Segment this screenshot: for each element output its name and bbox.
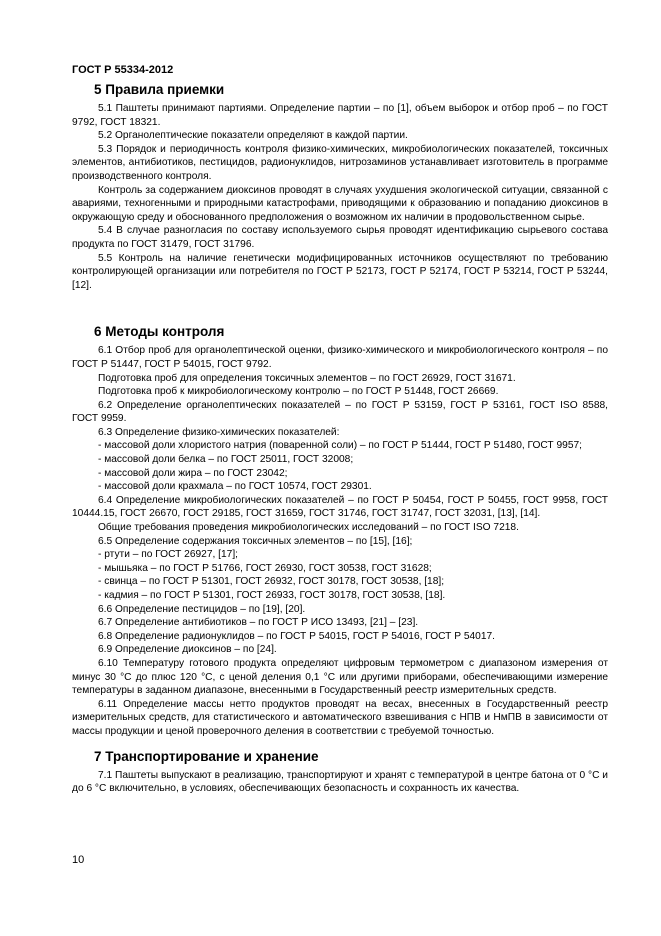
paragraph: 5.2 Органолептические показатели определяют в каждой партии. xyxy=(98,130,408,142)
document-header: ГОСТ Р 55334-2012 xyxy=(72,64,174,76)
paragraph: Общие требования проведения микробиологических исследований – по ГОСТ ISO 7218. xyxy=(98,522,519,534)
section-6 xyxy=(72,324,608,738)
paragraph: 6.1 Отбор проб для органолептической оценки, физико-химического и микробиологического контроля – по ГОСТ Р 51447, ГОСТ Р 54015, ГОСТ 9792. xyxy=(72,345,608,370)
paragraph: - ртути – по ГОСТ 26927, [17]; xyxy=(98,549,238,561)
page-number: 10 xyxy=(72,854,85,866)
section-title: 6 Методы контроля xyxy=(94,324,225,340)
paragraph: - массовой доли белка – по ГОСТ 25011, ГОСТ 32008; xyxy=(98,454,354,466)
paragraph: - свинца – по ГОСТ Р 51301, ГОСТ 26932, ГОСТ 30178, ГОСТ 30538, [18]; xyxy=(98,576,445,588)
paragraph: Контроль за содержанием диоксинов проводят в случаях ухудшения экологической ситуации, связанной с авариями, техногенными и природными катастрофами, приводящими к образованию и попаданию диоксинов в окружающую среду и обоснованного предположения о возможном их наличии в продовольственном сырье. xyxy=(72,184,608,223)
section-title: 7 Транспортирование и хранение xyxy=(94,748,319,764)
paragraph: 6.3 Определение физико-химических показателей: xyxy=(98,426,340,438)
paragraph: 5.1 Паштеты принимают партиями. Определение партии – по [1], объем выборок и отбор проб – по ГОСТ 9792, ГОСТ 18321. xyxy=(72,103,608,128)
section-7 xyxy=(72,749,608,796)
paragraph: 6.2 Определение органолептических показателей – по ГОСТ Р 53159, ГОСТ Р 53161, ГОСТ ISO 8588, ГОСТ 9959. xyxy=(72,399,608,425)
paragraph: 6.4 Определение микробиологических показателей – по ГОСТ Р 50454, ГОСТ Р 50455, ГОСТ 9958, ГОСТ 10444.15, ГОСТ 26670, ГОСТ 29185, ГОСТ 31659, ГОСТ 31746, ГОСТ 31747, ГОСТ 32031, [13], [14]. xyxy=(72,494,608,520)
paragraph: 5.5 Контроль на наличие генетически модифицированных источников осуществляют по требованию контролирующей организации или потребителя по ГОСТ Р 52173, ГОСТ Р 52174, ГОСТ Р 53214, ГОСТ Р 53244, [12]. xyxy=(72,252,608,291)
paragraph: 6.7 Определение антибиотиков – по ГОСТ Р ИСО 13493, [21] – [23]. xyxy=(98,617,419,629)
paragraph: 5.4 В случае разногласия по составу используемого сырья проводят идентификацию сырьевого состава продукта по ГОСТ 31479, ГОСТ 31796. xyxy=(72,225,608,250)
section-5 xyxy=(72,82,608,292)
paragraph: 7.1 Паштеты выпускают в реализацию, транспортируют и хранят с температурой в центре батона от 0 °С и до 6 °С включительно, в условиях, обеспечивающих безопасность и сохранность их качества. xyxy=(72,769,608,795)
paragraph: 6.8 Определение радионуклидов – по ГОСТ Р 54015, ГОСТ Р 54016, ГОСТ Р 54017. xyxy=(98,630,495,642)
paragraph: - массовой доли жира – по ГОСТ 23042; xyxy=(98,467,288,479)
paragraph: 6.10 Температуру готового продукта определяют цифровым термометром с диапазоном измерения от минус 30 °С до плюс 120 °С, с ценой деления 0,1 °С или другими приборами, обеспечивающими измерение температуры в заданном диапазоне, внесенными в Государственный реестр измерительных средств. xyxy=(72,657,608,697)
paragraph: - массовой доли крахмала – по ГОСТ 10574, ГОСТ 29301. xyxy=(98,481,372,493)
paragraph: 6.11 Определение массы нетто продуктов проводят на весах, внесенных в Государственный реестр измерительных средств, для статистического и автоматического взвешивания с НПВ и НмПВ в зависимости от массы продукции и ценой проверочного деления в соответствии с требуемой точностью. xyxy=(72,698,608,737)
paragraph: 6.9 Определение диоксинов – по [24]. xyxy=(98,644,277,656)
paragraph: 6.6 Определение пестицидов – по [19], [20]. xyxy=(98,603,306,615)
paragraph: Подготовка проб к микробиологическому контролю – по ГОСТ Р 51448, ГОСТ 26669. xyxy=(98,386,499,398)
document-body xyxy=(72,82,608,796)
paragraph: - мышьяка – по ГОСТ Р 51766, ГОСТ 26930, ГОСТ 30538, ГОСТ 31628; xyxy=(98,562,432,574)
paragraph: Подготовка проб для определения токсичных элементов – по ГОСТ 26929, ГОСТ 31671. xyxy=(98,372,516,384)
section-title: 5 Правила приемки xyxy=(94,82,225,97)
paragraph: 5.3 Порядок и периодичность контроля физико-химических, микробиологических показателей, токсичных элементов, антибиотиков, пестицидов, радионуклидов, нитрозаминов устанавливает изготовитель в программе производственного контроля. xyxy=(72,143,608,182)
paragraph: 6.5 Определение содержания токсичных элементов – по [15], [16]; xyxy=(98,535,413,547)
paragraph: - кадмия – по ГОСТ Р 51301, ГОСТ 26933, ГОСТ 30178, ГОСТ 30538, [18]. xyxy=(98,590,446,601)
paragraph: - массовой доли хлористого натрия (поваренной соли) – по ГОСТ Р 51444, ГОСТ Р 51480, ГОСТ 9957; xyxy=(98,440,582,452)
